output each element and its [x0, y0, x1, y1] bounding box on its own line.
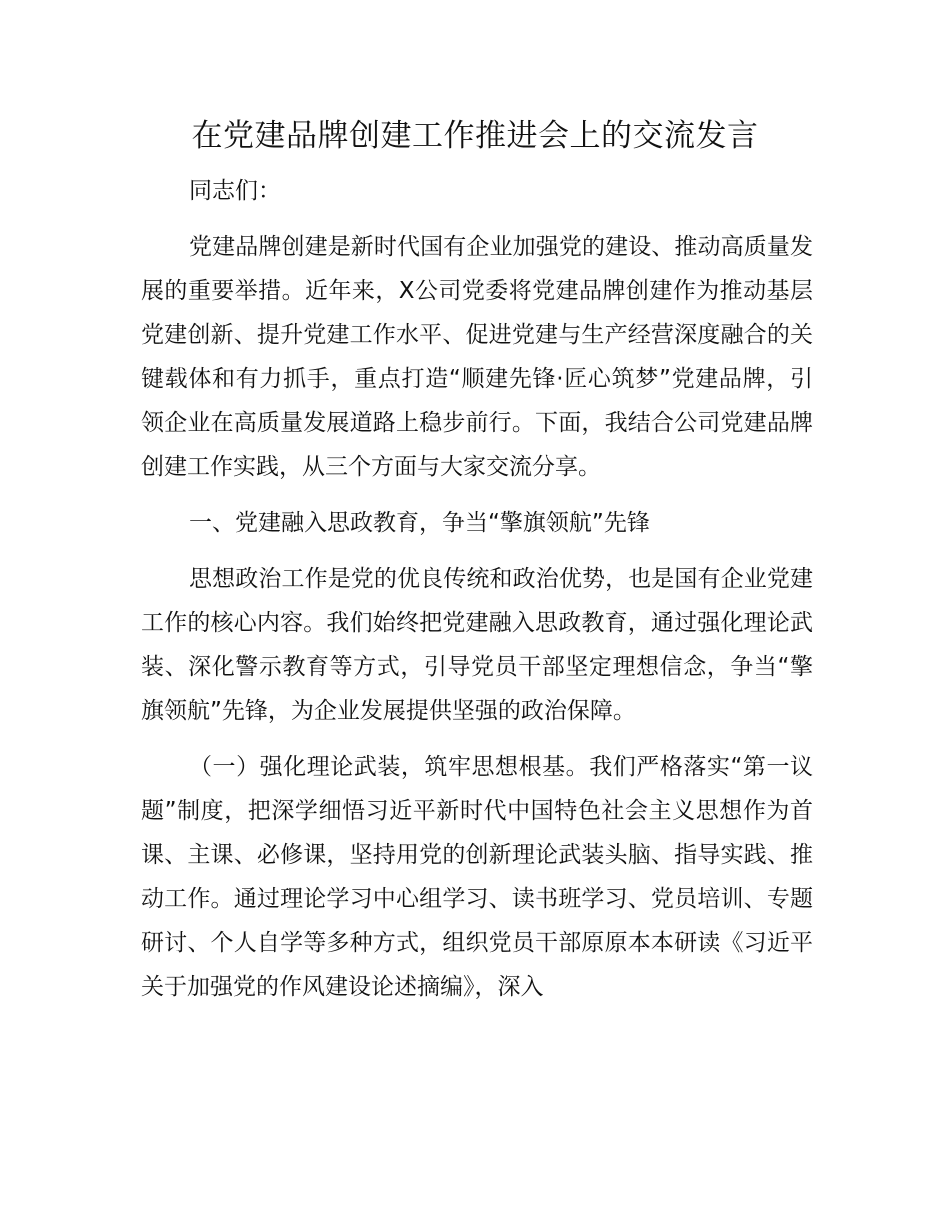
document-body: [141, 169, 813, 1009]
intro-paragraph: 党建品牌创建是新时代国有企业加强党的建设、推动高质量发展的重要举措。近年来，X公司党委将党建品牌创建作为推动基层党建创新、提升党建工作水平、促进党建与生产经营深度融合的关键载体和有力抓手，重点打造“顺建先锋·匠心筑梦”党建品牌，引领企业在高质量发展道路上稳步前行。下面，我结合公司党建品牌创建工作实践，从三个方面与大家交流分享。: [141, 234, 813, 480]
document-title: 在党建品牌创建工作推进会上的交流发言: [191, 118, 759, 154]
greeting: 同志们：: [189, 178, 281, 204]
section-heading-1: 一、党建融入思政教育，争当“擎旗领航”先锋: [189, 510, 650, 536]
subsection-1-paragraph: （一）强化理论武装，筑牢思想根基。我们严格落实“第一议题”制度，把深学细悟习近平新时代中国特色社会主义思想作为首课、主课、必修课，坚持用党的创新理论武装头脑、指导实践、推动工作。通过理论学习中心组学习、读书班学习、党员培训、专题研讨、个人自学等多种方式，组织党员干部原原本本研读《习近平关于加强党的作风建设论述摘编》，深入: [141, 754, 813, 1000]
section-1-paragraph: 思想政治工作是党的优良传统和政治优势，也是国有企业党建工作的核心内容。我们始终把党建融入思政教育，通过强化理论武装、深化警示教育等方式，引导党员干部坚定理想信念，争当“擎旗领航”先锋，为企业发展提供坚强的政治保障。: [141, 566, 813, 724]
